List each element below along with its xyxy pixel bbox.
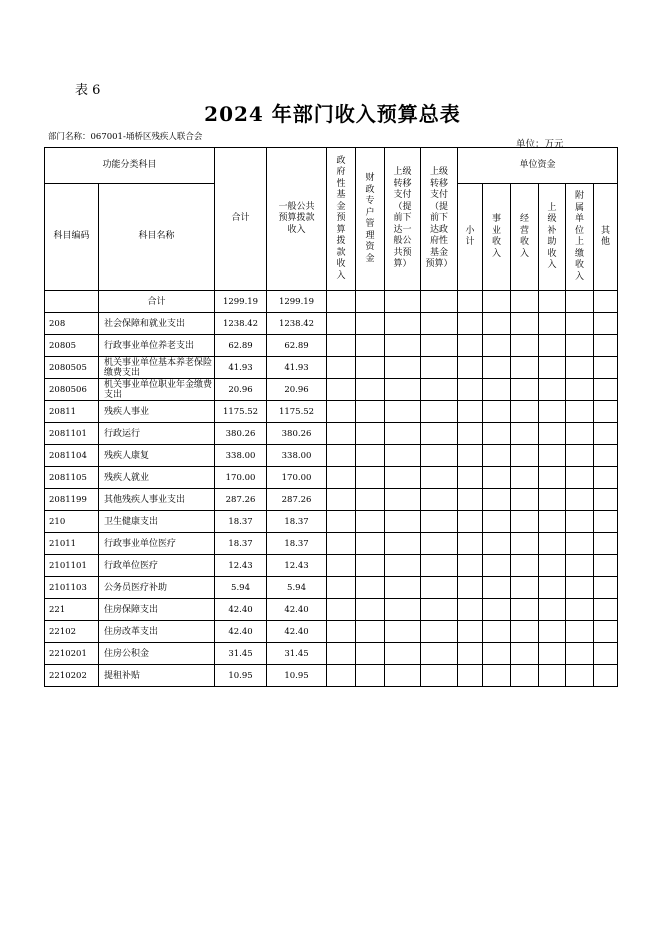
subject-code: 2080505 xyxy=(45,357,99,379)
empty-cell xyxy=(594,379,618,401)
empty-cell xyxy=(594,357,618,379)
subject-name: 行政事业单位医疗 xyxy=(99,533,215,555)
empty-cell xyxy=(539,357,566,379)
empty-cell xyxy=(483,665,511,687)
empty-cell xyxy=(421,423,458,445)
subject-name: 行政运行 xyxy=(99,423,215,445)
empty-cell xyxy=(421,313,458,335)
subject-name: 残疾人就业 xyxy=(99,467,215,489)
empty-cell xyxy=(594,511,618,533)
empty-cell xyxy=(385,533,421,555)
table-row xyxy=(45,665,618,687)
empty-cell xyxy=(539,423,566,445)
subject-name: 合计 xyxy=(99,291,215,313)
subject-code: 2210202 xyxy=(45,665,99,687)
subject-name: 住房保障支出 xyxy=(99,599,215,621)
empty-cell xyxy=(594,335,618,357)
empty-cell xyxy=(539,643,566,665)
empty-cell xyxy=(458,423,483,445)
empty-cell xyxy=(566,467,594,489)
table-row xyxy=(45,357,618,379)
subject-name: 行政事业单位养老支出 xyxy=(99,335,215,357)
empty-cell xyxy=(421,357,458,379)
table-row xyxy=(45,489,618,511)
empty-cell xyxy=(458,357,483,379)
total-cell: 31.45 xyxy=(215,643,267,665)
total-cell: 18.37 xyxy=(215,511,267,533)
empty-cell xyxy=(483,489,511,511)
empty-cell xyxy=(421,533,458,555)
empty-cell xyxy=(458,489,483,511)
subject-code: 2101103 xyxy=(45,577,99,599)
empty-cell xyxy=(356,357,385,379)
empty-cell xyxy=(483,401,511,423)
empty-cell xyxy=(327,577,356,599)
empty-cell xyxy=(356,379,385,401)
empty-cell xyxy=(385,423,421,445)
empty-cell xyxy=(594,533,618,555)
empty-cell xyxy=(385,643,421,665)
empty-cell xyxy=(458,313,483,335)
empty-cell xyxy=(327,291,356,313)
total-cell: 18.37 xyxy=(215,533,267,555)
empty-cell xyxy=(483,335,511,357)
general-budget-cell: 287.26 xyxy=(267,489,327,511)
header-subtotal: 小 计 xyxy=(458,184,483,291)
table-number: 表 6 xyxy=(75,83,101,98)
header-name: 科目名称 xyxy=(99,184,215,291)
header-func-class: 功能分类科目 xyxy=(45,148,215,184)
table-row xyxy=(45,445,618,467)
table-row xyxy=(45,423,618,445)
empty-cell xyxy=(458,621,483,643)
subject-code: 2081104 xyxy=(45,445,99,467)
subject-code: 221 xyxy=(45,599,99,621)
empty-cell xyxy=(385,335,421,357)
subject-code: 2081199 xyxy=(45,489,99,511)
empty-cell xyxy=(566,379,594,401)
empty-cell xyxy=(421,401,458,423)
empty-cell xyxy=(327,665,356,687)
empty-cell xyxy=(539,467,566,489)
table-row xyxy=(45,313,618,335)
empty-cell xyxy=(594,313,618,335)
empty-cell xyxy=(385,577,421,599)
empty-cell xyxy=(594,577,618,599)
empty-cell xyxy=(566,533,594,555)
empty-cell xyxy=(356,423,385,445)
empty-cell xyxy=(539,533,566,555)
header-business: 事 业 收 入 xyxy=(483,184,511,291)
empty-cell xyxy=(327,401,356,423)
empty-cell xyxy=(566,665,594,687)
empty-cell xyxy=(566,555,594,577)
empty-cell xyxy=(421,291,458,313)
empty-cell xyxy=(539,313,566,335)
empty-cell xyxy=(483,643,511,665)
header-fiscal-special: 财 政 专 户 管 理 资 金 xyxy=(356,148,385,291)
subject-name: 住房公积金 xyxy=(99,643,215,665)
empty-cell xyxy=(566,401,594,423)
subject-code: 2080506 xyxy=(45,379,99,401)
empty-cell xyxy=(385,445,421,467)
subject-name: 社会保障和就业支出 xyxy=(99,313,215,335)
subject-code: 21011 xyxy=(45,533,99,555)
empty-cell xyxy=(566,599,594,621)
general-budget-cell: 10.95 xyxy=(267,665,327,687)
empty-cell xyxy=(511,599,539,621)
empty-cell xyxy=(458,555,483,577)
general-budget-cell: 42.40 xyxy=(267,599,327,621)
empty-cell xyxy=(356,555,385,577)
empty-cell xyxy=(356,445,385,467)
empty-cell xyxy=(511,511,539,533)
empty-cell xyxy=(539,445,566,467)
empty-cell xyxy=(483,599,511,621)
empty-cell xyxy=(458,665,483,687)
empty-cell xyxy=(594,291,618,313)
subject-name: 其他残疾人事业支出 xyxy=(99,489,215,511)
empty-cell xyxy=(356,665,385,687)
subject-name: 残疾人事业 xyxy=(99,401,215,423)
empty-cell xyxy=(421,511,458,533)
empty-cell xyxy=(327,445,356,467)
empty-cell xyxy=(327,555,356,577)
empty-cell xyxy=(594,665,618,687)
empty-cell xyxy=(385,665,421,687)
subject-name: 住房改革支出 xyxy=(99,621,215,643)
empty-cell xyxy=(483,621,511,643)
empty-cell xyxy=(327,511,356,533)
general-budget-cell: 338.00 xyxy=(267,445,327,467)
total-cell: 62.89 xyxy=(215,335,267,357)
empty-cell xyxy=(539,599,566,621)
table-row xyxy=(45,621,618,643)
empty-cell xyxy=(356,489,385,511)
total-cell: 1299.19 xyxy=(215,291,267,313)
empty-cell xyxy=(511,555,539,577)
subject-name: 机关事业单位基本养老保险缴费支出 xyxy=(99,357,215,379)
total-cell: 380.26 xyxy=(215,423,267,445)
empty-cell xyxy=(356,533,385,555)
empty-cell xyxy=(356,643,385,665)
empty-cell xyxy=(327,313,356,335)
total-cell: 42.40 xyxy=(215,599,267,621)
empty-cell xyxy=(539,577,566,599)
empty-cell xyxy=(356,291,385,313)
total-cell: 170.00 xyxy=(215,467,267,489)
table-row xyxy=(45,511,618,533)
empty-cell xyxy=(385,599,421,621)
header-subsidy: 上 级 补 助 收 入 xyxy=(539,184,566,291)
table-row xyxy=(45,335,618,357)
header-total: 合计 xyxy=(215,148,267,291)
empty-cell xyxy=(539,401,566,423)
page-title: 2024 年部门收入预算总表 xyxy=(204,102,461,126)
empty-cell xyxy=(539,665,566,687)
empty-cell xyxy=(421,335,458,357)
table-row xyxy=(45,577,618,599)
empty-cell xyxy=(539,621,566,643)
total-cell: 10.95 xyxy=(215,665,267,687)
empty-cell xyxy=(385,291,421,313)
empty-cell xyxy=(511,533,539,555)
empty-cell xyxy=(483,577,511,599)
general-budget-cell: 31.45 xyxy=(267,643,327,665)
empty-cell xyxy=(385,313,421,335)
empty-cell xyxy=(594,555,618,577)
empty-cell xyxy=(458,533,483,555)
table-row xyxy=(45,555,618,577)
empty-cell xyxy=(539,555,566,577)
empty-cell xyxy=(566,621,594,643)
empty-cell xyxy=(421,621,458,643)
empty-cell xyxy=(458,291,483,313)
subject-code: 208 xyxy=(45,313,99,335)
empty-cell xyxy=(356,577,385,599)
empty-cell xyxy=(385,511,421,533)
empty-cell xyxy=(385,401,421,423)
empty-cell xyxy=(539,489,566,511)
total-cell: 41.93 xyxy=(215,357,267,379)
empty-cell xyxy=(458,379,483,401)
empty-cell xyxy=(483,555,511,577)
empty-cell xyxy=(356,511,385,533)
empty-cell xyxy=(421,467,458,489)
empty-cell xyxy=(458,401,483,423)
empty-cell xyxy=(511,335,539,357)
empty-cell xyxy=(327,621,356,643)
empty-cell xyxy=(566,643,594,665)
subject-code: 2081105 xyxy=(45,467,99,489)
empty-cell xyxy=(566,489,594,511)
empty-cell xyxy=(356,335,385,357)
empty-cell xyxy=(385,379,421,401)
empty-cell xyxy=(539,335,566,357)
subject-code: 20811 xyxy=(45,401,99,423)
empty-cell xyxy=(327,489,356,511)
empty-cell xyxy=(458,643,483,665)
unit-label: 单位：万元 xyxy=(516,139,564,150)
empty-cell xyxy=(594,401,618,423)
empty-cell xyxy=(385,489,421,511)
empty-cell xyxy=(458,599,483,621)
header-code: 科目编码 xyxy=(45,184,99,291)
empty-cell xyxy=(566,335,594,357)
empty-cell xyxy=(594,467,618,489)
empty-cell xyxy=(356,313,385,335)
empty-cell xyxy=(566,423,594,445)
empty-cell xyxy=(421,577,458,599)
empty-cell xyxy=(421,555,458,577)
subject-code xyxy=(45,291,99,313)
empty-cell xyxy=(356,401,385,423)
empty-cell xyxy=(594,445,618,467)
empty-cell xyxy=(458,577,483,599)
empty-cell xyxy=(511,291,539,313)
empty-cell xyxy=(421,643,458,665)
empty-cell xyxy=(356,621,385,643)
empty-cell xyxy=(511,665,539,687)
header-affiliated: 附 属 单 位 上 缴 收 入 xyxy=(566,184,594,291)
header-transfer-fund: 上级 转移 支付 （提 前下 达政 府性 基金 预算） xyxy=(421,148,458,291)
empty-cell xyxy=(511,379,539,401)
subject-name: 行政单位医疗 xyxy=(99,555,215,577)
general-budget-cell: 12.43 xyxy=(267,555,327,577)
empty-cell xyxy=(458,445,483,467)
subject-name: 卫生健康支出 xyxy=(99,511,215,533)
table-row xyxy=(45,533,618,555)
empty-cell xyxy=(483,357,511,379)
subject-name: 机关事业单位职业年金缴费支出 xyxy=(99,379,215,401)
empty-cell xyxy=(511,401,539,423)
general-budget-cell: 62.89 xyxy=(267,335,327,357)
empty-cell xyxy=(511,313,539,335)
subject-code: 210 xyxy=(45,511,99,533)
empty-cell xyxy=(566,313,594,335)
empty-cell xyxy=(327,467,356,489)
subject-code: 2210201 xyxy=(45,643,99,665)
empty-cell xyxy=(511,643,539,665)
empty-cell xyxy=(327,599,356,621)
empty-cell xyxy=(566,291,594,313)
general-budget-cell: 18.37 xyxy=(267,511,327,533)
general-budget-cell: 20.96 xyxy=(267,379,327,401)
general-budget-cell: 1175.52 xyxy=(267,401,327,423)
general-budget-cell: 1238.42 xyxy=(267,313,327,335)
department-name: 部门名称：067001-埇桥区残疾人联合会 xyxy=(48,132,203,142)
empty-cell xyxy=(327,357,356,379)
header-gov-fund: 政 府 性 基 金 预 算 拨 款 收 入 xyxy=(327,148,356,291)
header-unit-funds: 单位资金 xyxy=(458,148,618,184)
empty-cell xyxy=(483,313,511,335)
total-cell: 1238.42 xyxy=(215,313,267,335)
empty-cell xyxy=(511,423,539,445)
header-operating: 经 营 收 入 xyxy=(511,184,539,291)
empty-cell xyxy=(566,445,594,467)
subject-name: 公务员医疗补助 xyxy=(99,577,215,599)
general-budget-cell: 42.40 xyxy=(267,621,327,643)
empty-cell xyxy=(385,555,421,577)
header-other: 其 他 xyxy=(594,184,618,291)
empty-cell xyxy=(483,445,511,467)
header-transfer-general: 上级 转移 支付 （提 前下 达一 般公 共预 算） xyxy=(385,148,421,291)
budget-table xyxy=(44,147,618,687)
table-row xyxy=(45,291,618,313)
empty-cell xyxy=(458,511,483,533)
total-cell: 287.26 xyxy=(215,489,267,511)
table-row xyxy=(45,643,618,665)
subject-code: 20805 xyxy=(45,335,99,357)
empty-cell xyxy=(539,291,566,313)
empty-cell xyxy=(385,467,421,489)
empty-cell xyxy=(458,335,483,357)
subject-code: 2101101 xyxy=(45,555,99,577)
empty-cell xyxy=(458,467,483,489)
empty-cell xyxy=(511,357,539,379)
empty-cell xyxy=(539,379,566,401)
empty-cell xyxy=(483,379,511,401)
total-cell: 42.40 xyxy=(215,621,267,643)
empty-cell xyxy=(483,533,511,555)
general-budget-cell: 5.94 xyxy=(267,577,327,599)
empty-cell xyxy=(511,577,539,599)
empty-cell xyxy=(594,489,618,511)
subject-code: 22102 xyxy=(45,621,99,643)
empty-cell xyxy=(327,423,356,445)
general-budget-cell: 18.37 xyxy=(267,533,327,555)
general-budget-cell: 380.26 xyxy=(267,423,327,445)
table-row xyxy=(45,379,618,401)
total-cell: 1175.52 xyxy=(215,401,267,423)
empty-cell xyxy=(566,357,594,379)
general-budget-cell: 1299.19 xyxy=(267,291,327,313)
header-general-budget: 一般公共 预算拨款 收入 xyxy=(267,148,327,291)
total-cell: 338.00 xyxy=(215,445,267,467)
empty-cell xyxy=(594,621,618,643)
subject-name: 残疾人康复 xyxy=(99,445,215,467)
empty-cell xyxy=(594,643,618,665)
table-row xyxy=(45,467,618,489)
empty-cell xyxy=(483,511,511,533)
total-cell: 20.96 xyxy=(215,379,267,401)
table-row xyxy=(45,401,618,423)
empty-cell xyxy=(594,599,618,621)
empty-cell xyxy=(421,489,458,511)
subject-name: 提租补贴 xyxy=(99,665,215,687)
empty-cell xyxy=(327,379,356,401)
empty-cell xyxy=(421,445,458,467)
general-budget-cell: 170.00 xyxy=(267,467,327,489)
empty-cell xyxy=(566,511,594,533)
total-cell: 5.94 xyxy=(215,577,267,599)
empty-cell xyxy=(356,599,385,621)
empty-cell xyxy=(327,643,356,665)
empty-cell xyxy=(483,467,511,489)
empty-cell xyxy=(511,467,539,489)
empty-cell xyxy=(594,423,618,445)
table-row xyxy=(45,599,618,621)
empty-cell xyxy=(566,577,594,599)
empty-cell xyxy=(511,445,539,467)
empty-cell xyxy=(356,467,385,489)
empty-cell xyxy=(327,533,356,555)
empty-cell xyxy=(511,621,539,643)
empty-cell xyxy=(385,357,421,379)
empty-cell xyxy=(539,511,566,533)
empty-cell xyxy=(421,665,458,687)
subject-code: 2081101 xyxy=(45,423,99,445)
empty-cell xyxy=(385,621,421,643)
empty-cell xyxy=(483,423,511,445)
empty-cell xyxy=(483,291,511,313)
empty-cell xyxy=(327,335,356,357)
total-cell: 12.43 xyxy=(215,555,267,577)
empty-cell xyxy=(421,599,458,621)
empty-cell xyxy=(511,489,539,511)
empty-cell xyxy=(421,379,458,401)
general-budget-cell: 41.93 xyxy=(267,357,327,379)
